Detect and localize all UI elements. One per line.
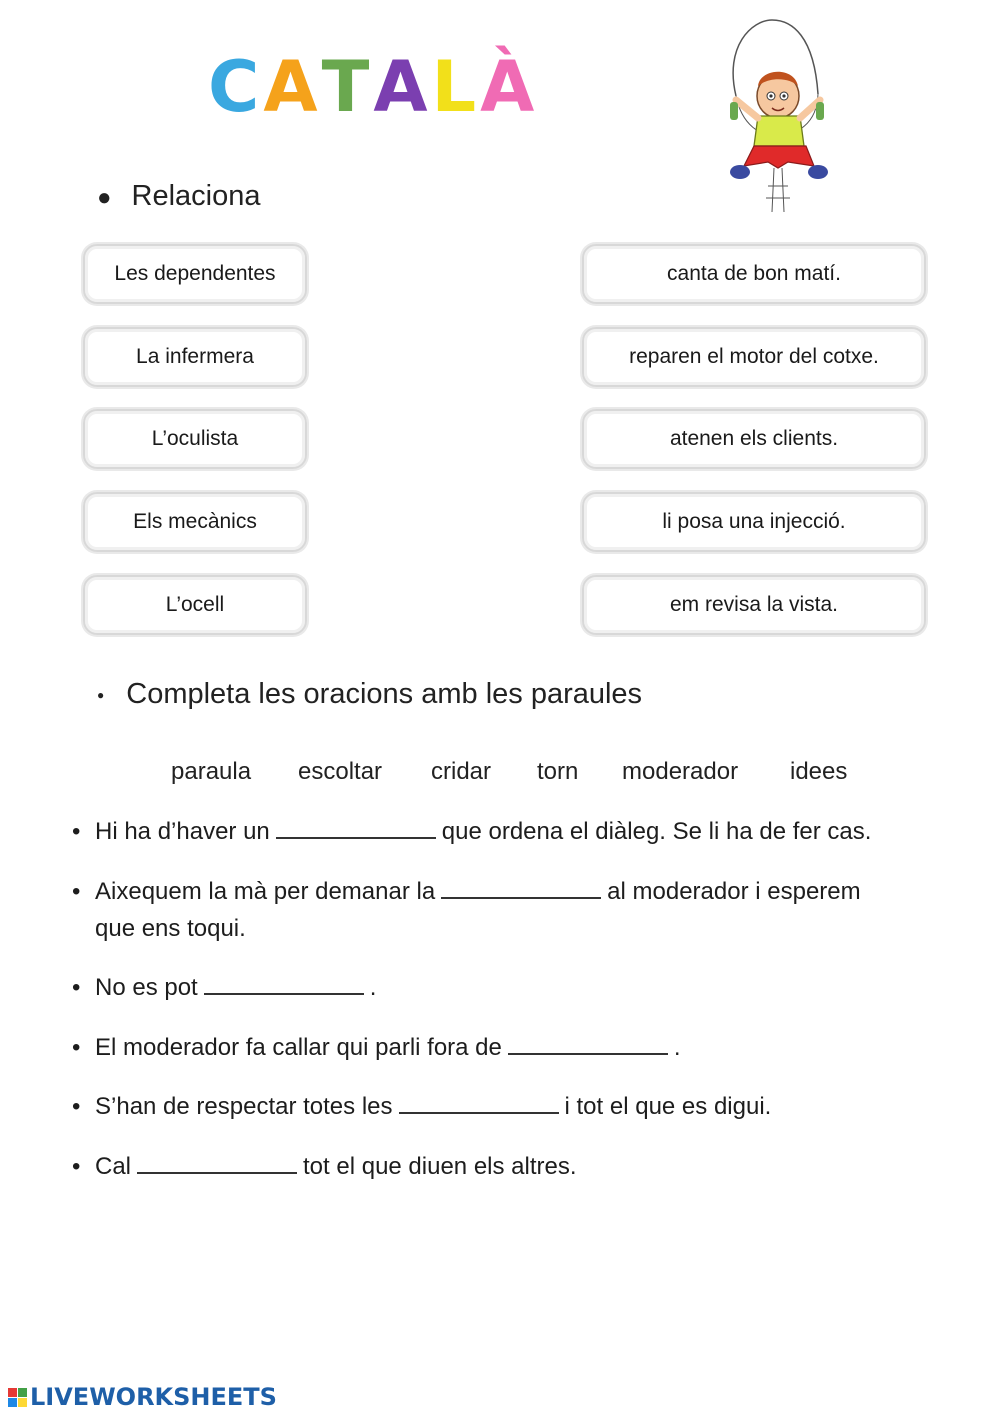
sentence-item: • S’han de respectar totes les i tot el que es digui. — [72, 1093, 772, 1120]
match-right-item[interactable]: canta de bon matí. — [582, 244, 926, 304]
bullet-icon: ● — [97, 688, 105, 703]
title-letter: C — [208, 46, 264, 128]
word-bank-item: idees — [790, 758, 848, 785]
match-right-item[interactable]: atenen els clients. — [582, 409, 926, 469]
title-letter: T — [321, 46, 374, 128]
word-bank-item: cridar — [431, 758, 492, 785]
sentence-item: • Aixequem la mà per demanar la al moderador i esperem que ens toqui. — [72, 878, 861, 942]
sentence-item: • Hi ha d’haver un que ordena el diàleg. Se li ha de fer cas. — [72, 818, 872, 845]
match-left-item[interactable]: L’ocell — [83, 575, 307, 635]
word-bank-item: torn — [537, 758, 579, 785]
word-bank-item: escoltar — [298, 758, 383, 785]
answer-blank[interactable] — [276, 817, 436, 839]
word-bank-item: moderador — [622, 758, 739, 785]
title-letter: A — [373, 46, 432, 128]
answer-blank[interactable] — [441, 877, 601, 899]
match-right-item[interactable]: em revisa la vista. — [582, 575, 926, 635]
section-heading-text: Completa les oracions amb les paraules — [126, 678, 643, 710]
title-letter: À — [480, 46, 539, 128]
section-heading-completa — [97, 678, 642, 711]
sentence-item: • El moderador fa callar qui parli fora de . — [72, 1034, 681, 1061]
answer-blank[interactable] — [204, 973, 364, 995]
word-bank-item: paraula — [171, 758, 252, 785]
answer-blank[interactable] — [137, 1152, 297, 1174]
page-title — [208, 46, 539, 128]
answer-blank[interactable] — [508, 1033, 668, 1055]
match-right-item[interactable]: li posa una injecció. — [582, 492, 926, 552]
section-heading-text: Relaciona — [131, 180, 261, 212]
logo-grid-icon — [8, 1388, 27, 1407]
match-left-item[interactable]: Les dependentes — [83, 244, 307, 304]
sentence-item: • No es pot . — [72, 974, 377, 1001]
footer-brand: LIVEWORKSHEETS — [30, 1383, 277, 1411]
title-letter: A — [263, 46, 322, 128]
section-heading-relaciona — [97, 180, 260, 213]
match-right-item[interactable]: reparen el motor del cotxe. — [582, 327, 926, 387]
match-left-item[interactable]: Els mecànics — [83, 492, 307, 552]
match-left-item[interactable]: L’oculista — [83, 409, 307, 469]
liveworksheets-logo — [8, 1383, 277, 1411]
match-left-item[interactable]: La infermera — [83, 327, 307, 387]
bullet-icon: ● — [97, 184, 112, 211]
sentence-item: • Cal tot el que diuen els altres. — [72, 1153, 577, 1180]
jump-rope-boy-illustration — [722, 16, 854, 214]
answer-blank[interactable] — [399, 1092, 559, 1114]
title-letter: L — [431, 46, 481, 128]
